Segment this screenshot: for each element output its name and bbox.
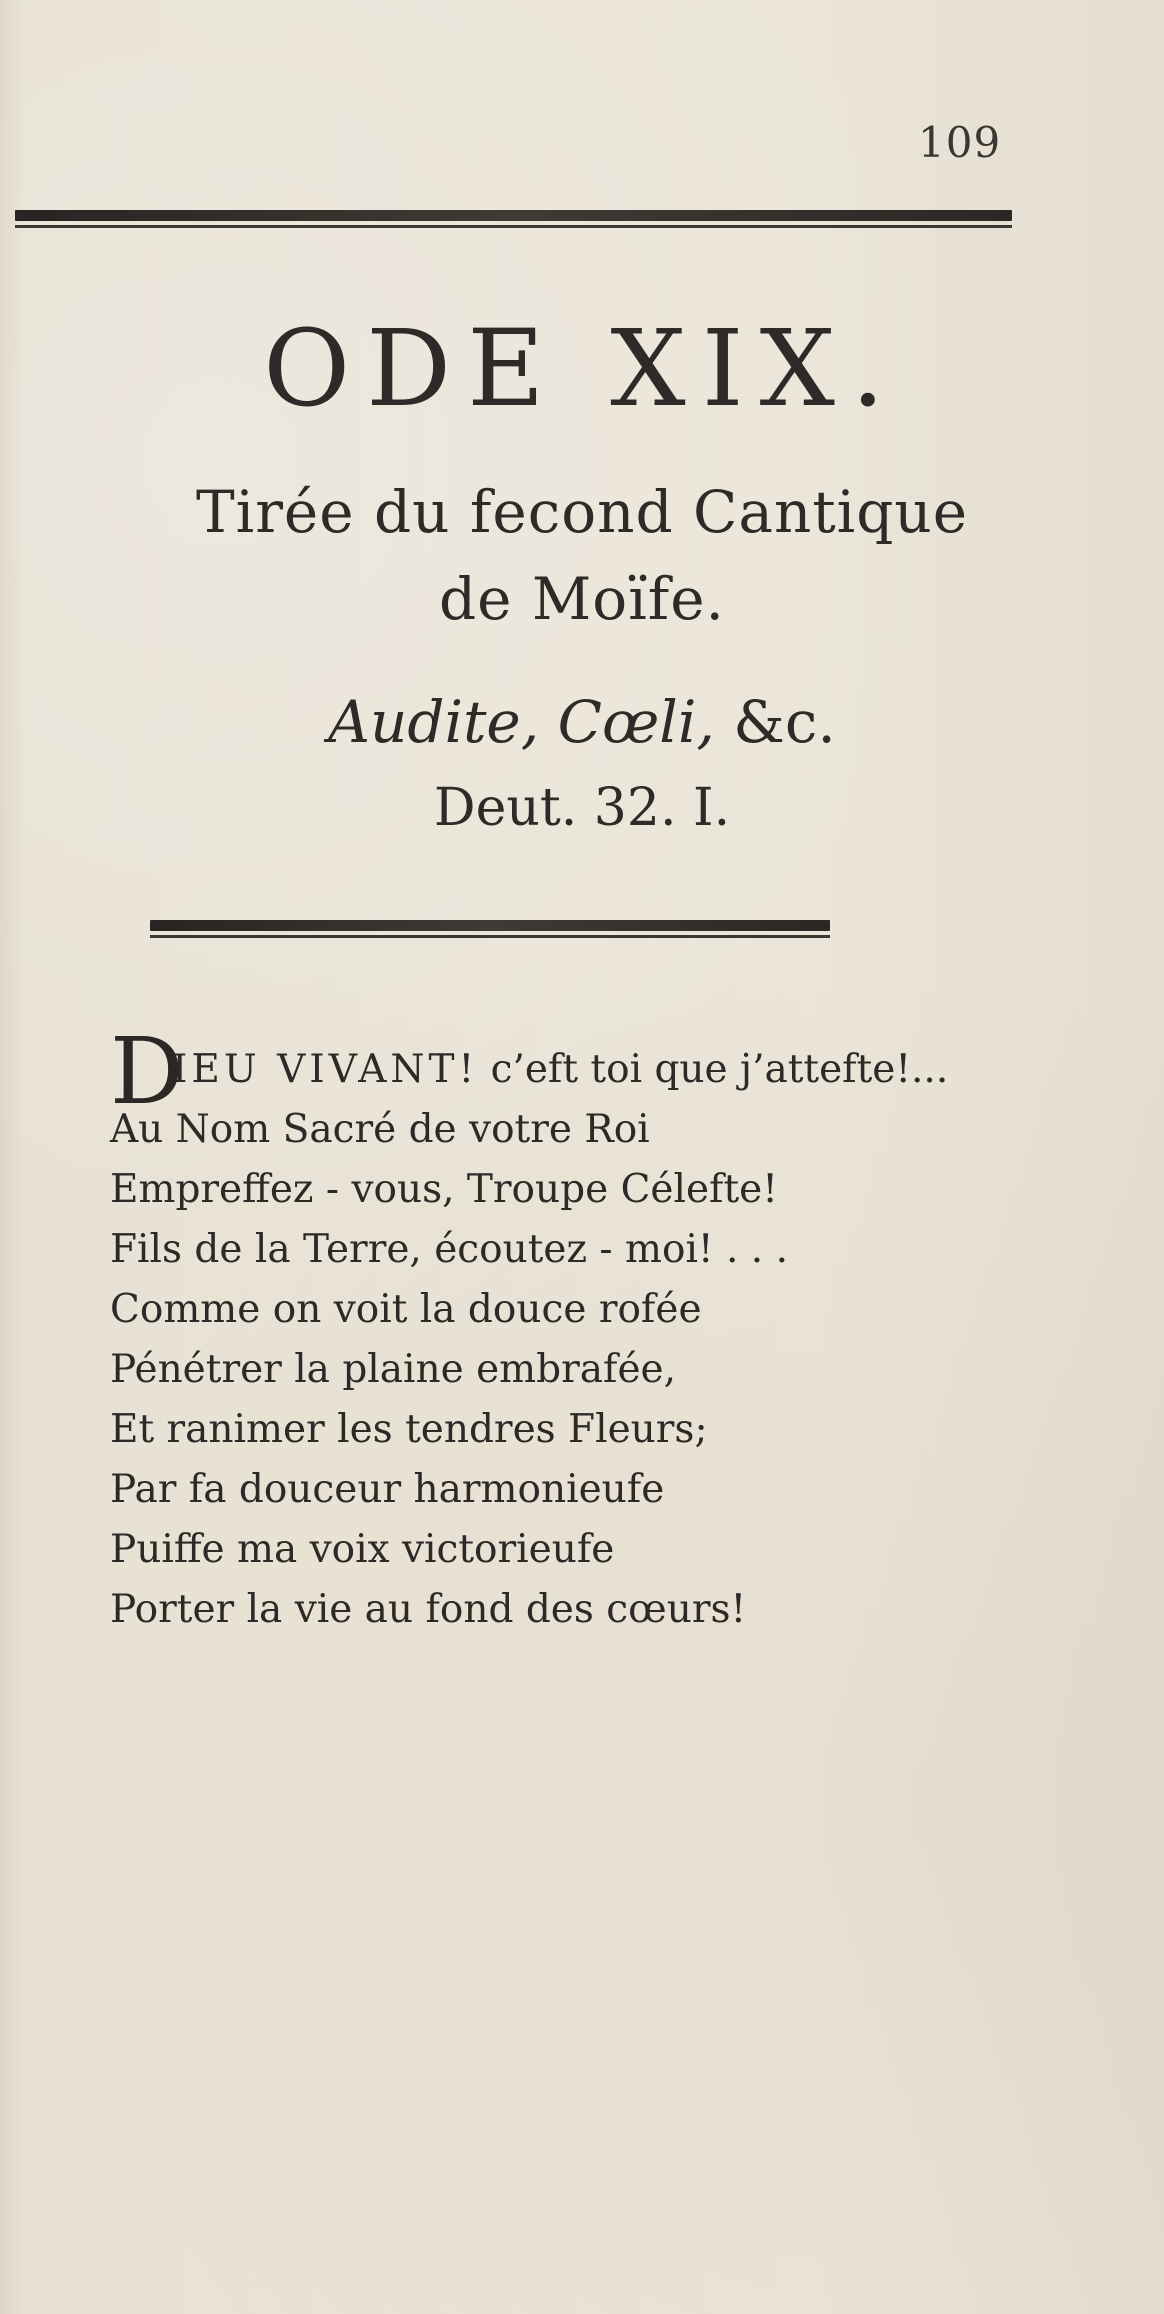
poem-text	[110, 1018, 1090, 1640]
poem-line: Puiffe ma voix victorieufe	[110, 1527, 615, 1572]
middle-divider-thick-line	[150, 920, 830, 931]
poem-line: Porter la vie au fond des cœurs!	[110, 1587, 747, 1632]
middle-divider	[150, 920, 830, 940]
ode-title: ODE XIX.	[263, 307, 901, 430]
poem-line: Fils de la Terre, écoutez - moi! . . .	[110, 1227, 788, 1272]
poem-first-line	[110, 1018, 1090, 1125]
epigraph-tail-text: &c.	[714, 688, 836, 756]
top-divider-thin-line	[15, 225, 1012, 228]
poem-line: Empreffez - vous, Troupe Célefte!	[110, 1167, 778, 1212]
epigraph-italic-text: Audite, Cœli,	[328, 688, 715, 756]
first-line-rest: c’eft toi que j’attefte!...	[478, 1047, 949, 1092]
top-divider	[15, 210, 1012, 230]
subtitle-line-1: Tirée du fecond Cantique	[195, 478, 969, 546]
poem-line: Par fa douceur harmonieufe	[110, 1467, 665, 1512]
subtitle-line-2: de Moïfe.	[439, 565, 725, 633]
drop-cap: D	[110, 1018, 184, 1125]
epigraph	[0, 688, 1164, 756]
poem-line: Au Nom Sacré de votre Roi	[110, 1107, 650, 1152]
scripture-reference: Deut. 32. I.	[433, 778, 731, 838]
poem-line: Et ranimer les tendres Fleurs;	[110, 1407, 708, 1452]
top-divider-thick-line	[15, 210, 1012, 221]
middle-divider-thin-line	[150, 935, 830, 938]
poem-line: Pénétrer la plaine embrafée,	[110, 1347, 676, 1392]
first-line-small-caps: IEU VIVANT!	[172, 1047, 479, 1092]
poem-line: Comme on voit la douce rofée	[110, 1287, 702, 1332]
page-number: 109	[918, 118, 1002, 167]
